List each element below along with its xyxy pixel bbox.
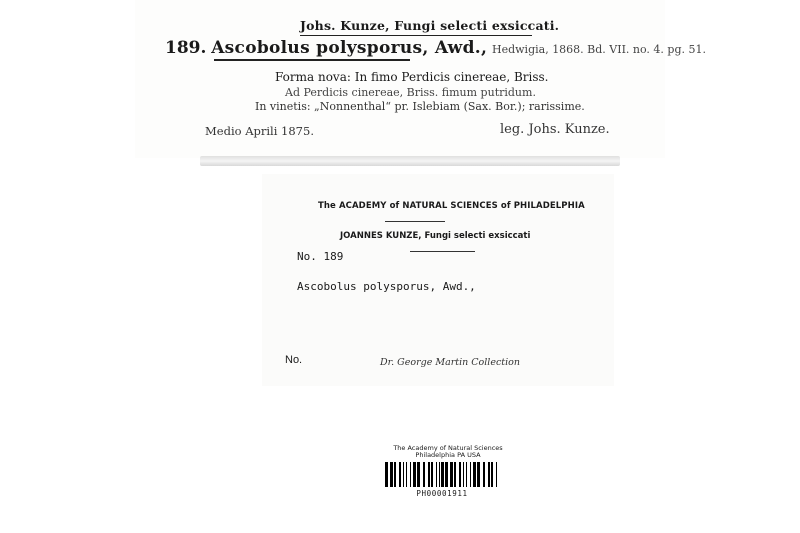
- barcode-id: PH00001911: [416, 489, 468, 498]
- academy-title: The ACADEMY of NATURAL SCIENCES of PHILADELPHIA: [318, 201, 585, 211]
- locality-text: In vinetis: „Nonnenthal“ pr. Islebiam (Sax. Bor.); rarissime.: [255, 100, 585, 113]
- no-field: No.: [285, 354, 303, 366]
- barcode-institution: The Academy of Natural Sciences: [393, 444, 503, 452]
- typed-species: Ascobolus polysporus, Awd.,: [297, 280, 476, 293]
- header-underline: [300, 35, 532, 36]
- academy-series: JOANNES KUNZE, Fungi selecti exsiccati: [340, 231, 531, 241]
- exsiccata-number: 189.: [165, 38, 207, 58]
- collection-name: Dr. George Martin Collection: [380, 357, 520, 368]
- academy-rule-2: [410, 251, 475, 252]
- barcode-caption: [383, 445, 513, 459]
- barcode-image: [385, 462, 499, 487]
- species-name: Ascobolus polysporus, Awd.,: [211, 38, 488, 58]
- academy-rule-1: [385, 221, 445, 222]
- literature-reference: Hedwigia, 1868. Bd. VII. no. 4. pg. 51.: [492, 43, 706, 56]
- species-line: [165, 38, 706, 58]
- packet-edge: [200, 156, 620, 166]
- collector: leg. Johs. Kunze.: [500, 122, 610, 137]
- specimen-number: No. 189: [297, 250, 344, 263]
- species-underline: [214, 59, 410, 61]
- collection-date: Medio Aprili 1875.: [205, 124, 314, 138]
- barcode-location: Philadelphia PA USA: [415, 450, 481, 459]
- substrate-text: Ad Perdicis cinereae, Briss. fimum putridum.: [285, 86, 536, 99]
- forma-text: Forma nova: In fimo Perdicis cinereae, Briss.: [275, 70, 549, 84]
- label-header: Johs. Kunze, Fungi selecti exsiccati.: [300, 18, 560, 33]
